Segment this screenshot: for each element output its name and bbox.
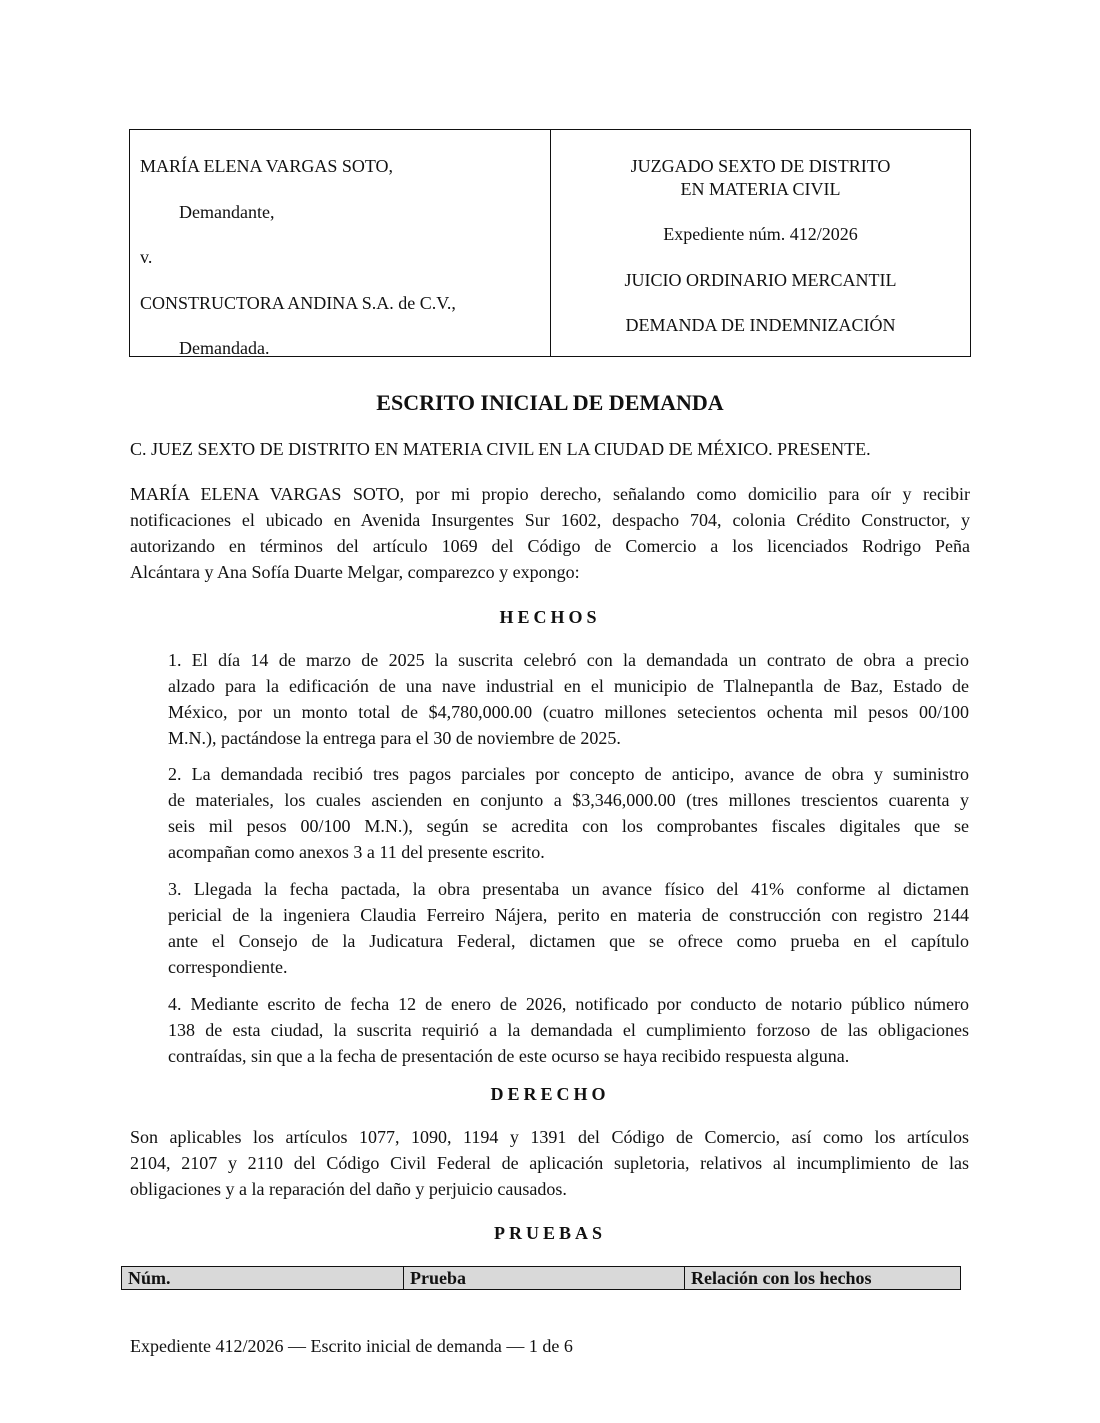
intro-line: notificaciones el ubicado en Avenida Insurgentes Sur 1602, despacho 704, colonia Crédito Constructor, y (130, 510, 970, 530)
intro-line: MARÍA ELENA VARGAS SOTO, por mi propio derecho, señalando como domicilio para oír y recibir (130, 484, 970, 504)
caption-court (551, 130, 970, 356)
hecho-2 (168, 761, 969, 865)
column-header-num: Núm. (122, 1267, 404, 1289)
section-heading-pruebas: PRUEBAS (493, 1223, 606, 1243)
hecho-line: acompañan como anexos 3 a 11 del presente escrito. (168, 842, 545, 862)
hecho-line: 138 de esta ciudad, la suscrita requirió a la demandada el cumplimiento forzoso de las obligaciones (168, 1020, 969, 1040)
addressee: C. JUEZ SEXTO DE DISTRITO EN MATERIA CIVIL EN LA CIUDAD DE MÉXICO. PRESENTE. (130, 439, 871, 459)
hecho-line: contraídas, sin que a la fecha de presentación de este ocurso se haya recibido respuesta alguna. (168, 1046, 850, 1066)
section-heading-derecho: DERECHO (490, 1084, 610, 1104)
defendant-role: Demandada. (179, 338, 270, 358)
column-header-relacion: Relación con los hechos (691, 1268, 872, 1288)
hecho-line: correspondiente. (168, 957, 288, 977)
intro-line: Alcántara y Ana Sofía Duarte Melgar, comparezco y expongo: (130, 562, 580, 582)
plaintiff-name: MARÍA ELENA VARGAS SOTO, (140, 156, 394, 176)
column-header-prueba: Prueba (404, 1267, 685, 1289)
case-caption (129, 129, 971, 357)
versus-label: v. (140, 247, 153, 267)
derecho-line: obligaciones y a la reparación del daño y perjuicio causados. (130, 1179, 567, 1199)
proceeding-type: JUICIO ORDINARIO MERCANTIL (624, 270, 897, 290)
court-name-line2: EN MATERIA CIVIL (680, 179, 841, 199)
court-name-line1: JUZGADO SEXTO DE DISTRITO (630, 156, 891, 176)
hecho-line: M.N.), pactándose la entrega para el 30 de noviembre de 2025. (168, 728, 621, 748)
defendant-name: CONSTRUCTORA ANDINA S.A. de C.V., (140, 293, 456, 313)
hecho-line: 2. La demandada recibió tres pagos parciales por concepto de anticipo, avance de obra y suministro (168, 764, 969, 784)
hecho-line: pericial de la ingeniera Claudia Ferreiro Nájera, perito en materia de construcción con registro 2144 (168, 905, 969, 925)
caption-parties (130, 130, 551, 356)
hecho-line: 4. Mediante escrito de fecha 12 de enero de 2026, notificado por conducto de notario público número (168, 994, 969, 1014)
hecho-1 (168, 647, 969, 751)
page-footer: Expediente 412/2026 — Escrito inicial de demanda — 1 de 6 (130, 1336, 573, 1356)
hecho-line: 1. El día 14 de marzo de 2025 la suscrita celebró con la demandada un contrato de obra a precio (168, 650, 969, 670)
claim-type: DEMANDA DE INDEMNIZACIÓN (625, 315, 896, 335)
pruebas-table-header (121, 1266, 961, 1290)
derecho-line: 2104, 2107 y 2110 del Código Civil Federal de aplicación supletoria, relativos al incumplimiento de las (130, 1153, 969, 1173)
derecho-paragraph (130, 1124, 969, 1202)
hecho-line: de materiales, los cuales ascienden en conjunto a $3,346,000.00 (tres millones trescientos cuarenta y (168, 790, 969, 810)
intro-line: autorizando en términos del artículo 1069 del Código de Comercio a los licenciados Rodrigo Peña (130, 536, 970, 556)
section-heading-hechos: HECHOS (499, 607, 601, 627)
document-title: ESCRITO INICIAL DE DEMANDA (376, 390, 724, 415)
case-number: Expediente núm. 412/2026 (663, 224, 858, 244)
hecho-line: alzado para la edificación de una nave industrial en el municipio de Tlalnepantla de Baz, Estado de (168, 676, 969, 696)
hecho-4 (168, 991, 969, 1069)
hecho-line: 3. Llegada la fecha pactada, la obra presentaba un avance físico del 41% conforme al dictamen (168, 879, 969, 899)
derecho-line: Son aplicables los artículos 1077, 1090, 1194 y 1391 del Código de Comercio, así como los artículos (130, 1127, 969, 1147)
intro-paragraph (130, 481, 970, 585)
hecho-line: México, por un monto total de $4,780,000.00 (cuatro millones setecientos ochenta mil pesos 00/100 (168, 702, 969, 722)
hecho-3 (168, 876, 969, 980)
hecho-line: ante el Consejo de la Judicatura Federal, dictamen que se ofrece como prueba en el capítulo (168, 931, 969, 951)
hecho-line: seis mil pesos 00/100 M.N.), según se acredita con los comprobantes fiscales digitales que se (168, 816, 969, 836)
plaintiff-role: Demandante, (179, 202, 275, 222)
